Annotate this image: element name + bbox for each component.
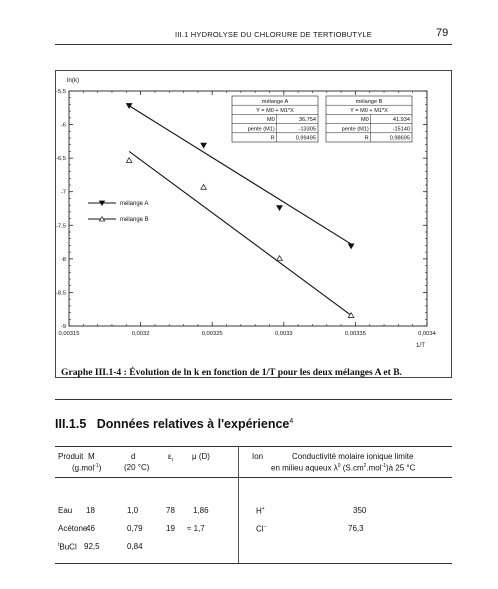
row-acetone-epsilon: 19 (166, 524, 175, 533)
point-b (126, 158, 132, 163)
fit-table-param-label: pente (M1) (247, 126, 275, 133)
y-tick-label: -6,5 (56, 156, 66, 163)
col-header-m: M (88, 452, 95, 461)
figure-caption: Graphe III.1-4 : Évolution de ln k en fonction de 1/T pour les deux mélanges A et B. (61, 367, 403, 378)
point-a (348, 244, 354, 249)
fit-table-param-value: 0,99495 (295, 135, 316, 142)
legend-label-b: mélange B (120, 217, 149, 223)
caption-rule (55, 399, 452, 400)
fit-table-param-label: R (364, 135, 369, 142)
y-axis-label: ln(k) (67, 77, 80, 84)
fit-table-param-value: 41,934 (392, 117, 410, 124)
y-tick-label: -6 (60, 122, 66, 129)
x-tick-label: 0,00325 (201, 331, 223, 337)
row-eau-conductivity: 350 (353, 506, 367, 515)
row-acetone-d: 0,79 (127, 524, 143, 533)
col-header-conductivity: Conductivité molaire ionique limite (292, 452, 414, 461)
row-tbucl-d: 0,84 (127, 542, 143, 551)
x-tick-label: 0,00335 (344, 331, 366, 337)
section-heading (55, 417, 293, 431)
fit-table-param-value: 36,754 (298, 117, 316, 124)
row-eau-d: 1,0 (127, 506, 139, 515)
running-header-title: III.1 HYDROLYSE DU CHLORURE DE TERTIOBUTYLE (175, 30, 372, 39)
x-tick-label: 0,00315 (58, 331, 80, 337)
fit-table-equation: Y = M0 + M1*X (256, 108, 294, 114)
fit-table-param-label: R (270, 135, 275, 142)
y-tick-label: -8,5 (56, 290, 66, 297)
table-top-rule (55, 446, 452, 447)
point-a (277, 206, 283, 211)
fit-table-title: mélange B (355, 98, 383, 105)
table-header-rule (55, 477, 452, 478)
col-header-d-unit: (20 °C) (124, 463, 150, 472)
fit-table-param-label: M0 (266, 117, 275, 124)
row-eau-mu: 1,86 (193, 506, 209, 515)
x-tick-label: 0,0033 (274, 331, 293, 337)
chart-legend (88, 201, 149, 223)
point-b (201, 184, 207, 189)
row-acetone-produit: Acétone (58, 524, 88, 533)
row-eau-produit: Eau (58, 506, 73, 515)
fit-table-param-value: 0,98695 (389, 135, 410, 142)
y-tick-label: -8 (60, 256, 66, 263)
col-header-produit: Produit (58, 452, 84, 461)
fit-table-param-value: -13305 (298, 126, 316, 133)
section-number: III.1.5 (55, 417, 87, 431)
page-number: 79 (436, 27, 449, 39)
fit-table-title: mélange A (261, 98, 289, 105)
row-eau-ion: H+ (256, 506, 265, 516)
col-header-conductivity-unit: en milieu aqueux $\lambda^0$ $(S.cm^2.mol^{-1})à$ 25 °C (271, 463, 416, 473)
row-acetone-mu: ≈ 1,7 (187, 524, 205, 533)
fit-line-b (129, 151, 351, 315)
y-tick-label: -7 (60, 189, 66, 196)
x-tick-label: 0,0032 (131, 331, 150, 337)
row-eau-m: 18 (86, 506, 95, 515)
col-header-d: d (131, 452, 136, 461)
table-bottom-rule (55, 563, 452, 564)
x-axis-label: 1/T (416, 342, 425, 349)
row-acetone-ion: Cl− (256, 524, 267, 534)
col-header-m-unit: (g.mol$^{-1}$) (72, 463, 102, 473)
col-header-epsilon: $\varepsilon_r$ (168, 452, 174, 464)
fit-tables (232, 96, 412, 142)
y-tick-label: -7,5 (56, 223, 66, 230)
x-tick-label: 0,0034 (418, 331, 436, 337)
row-tbucl-m: 92,5 (84, 542, 100, 551)
legend-label-a: mélange A (120, 201, 149, 207)
col-header-mu: μ (D) (192, 452, 210, 461)
footnote-ref: 4 (289, 417, 294, 425)
point-b (277, 256, 283, 261)
y-tick-label: -5,5 (56, 89, 66, 95)
point-a (201, 143, 207, 148)
row-acetone-m: 46 (86, 524, 95, 533)
col-header-ion: Ion (252, 452, 264, 461)
y-tick-label: -9 (60, 324, 66, 330)
fit-table-param-label: M0 (360, 117, 369, 124)
fit-table-param-label: pente (M1) (341, 126, 369, 133)
table-column-divider (238, 446, 239, 564)
row-acetone-conductivity: 76,3 (348, 524, 364, 533)
fit-table-equation: Y = M0 + M1*X (350, 108, 388, 114)
row-tbucl-produit: $^t$BuCl (58, 542, 77, 552)
row-eau-epsilon: 78 (166, 506, 175, 515)
fit-table-param-value: -15140 (392, 126, 410, 133)
section-title: Données relatives à l'expérience (96, 417, 290, 431)
